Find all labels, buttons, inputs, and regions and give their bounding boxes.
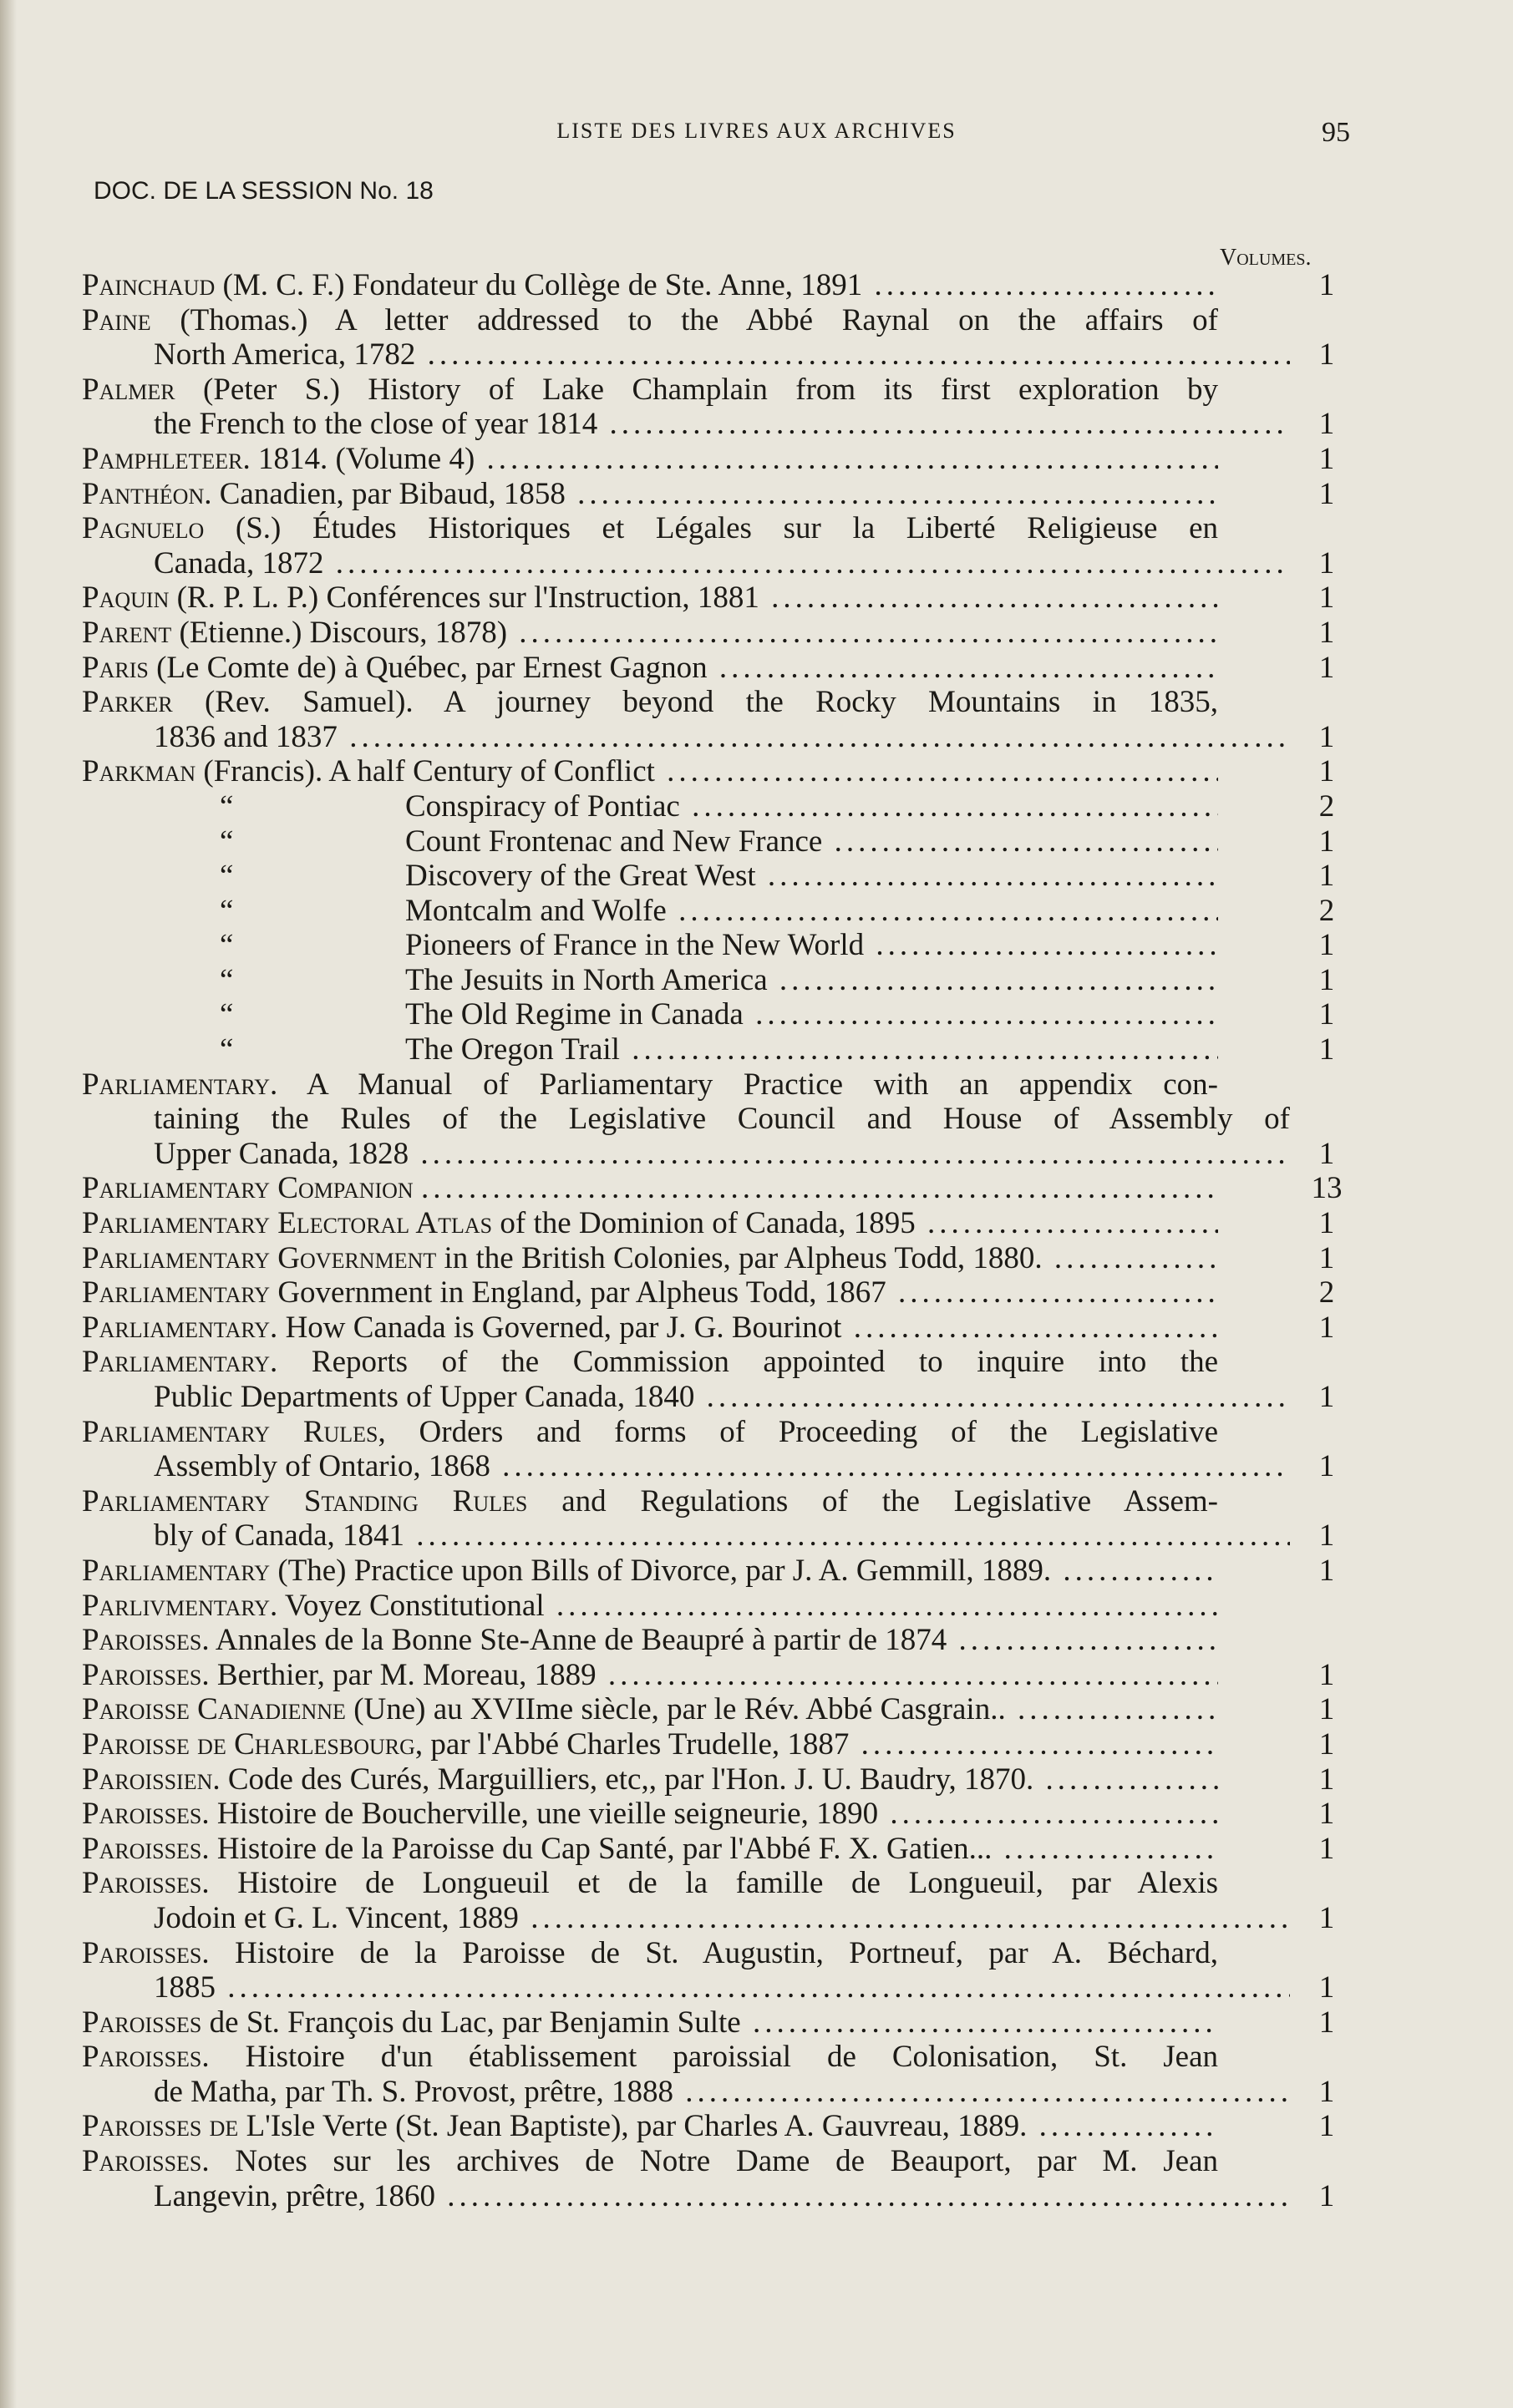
- catalogue-entry: [82, 1623, 1352, 1658]
- entry-text: A Manual of Parliamentary Practice with an appendix con-: [307, 1067, 1218, 1102]
- entry-line: [82, 2144, 1218, 2179]
- catalogue-entry: [82, 1415, 1352, 1484]
- catalogue-entry: [82, 859, 1352, 894]
- entry-line: [82, 442, 1218, 477]
- entry-text: (Rev. Samuel). A journey beyond the Rocky Mountains in 1835,: [205, 685, 1218, 720]
- entry-heading: Panthéon.: [82, 476, 212, 511]
- entry-heading: Painchaud: [82, 268, 216, 302]
- entry-heading: Parliamentary: [82, 1275, 271, 1310]
- entry-heading: Paquin: [82, 580, 170, 616]
- volume-count: 2: [1318, 893, 1335, 928]
- entry-text: (R. P. L. P.) Conférences sur l'Instruction, 1881 .....: [177, 580, 1218, 615]
- entry-text: (Peter S.) History of Lake Champlain from its first exploration by: [203, 372, 1218, 407]
- entry-text: (Le Comte de) à Québec, par Ernest Gagnon .....: [156, 651, 1218, 685]
- entry-line: [82, 1866, 1218, 1901]
- volume-count: 1: [1318, 754, 1335, 789]
- entry-line: [82, 1067, 1218, 1103]
- entry-line: [82, 1658, 1218, 1693]
- volume-count: 1: [1318, 719, 1335, 754]
- volume-count: 1: [1318, 928, 1335, 963]
- ditto-mark: “: [220, 962, 234, 997]
- volume-count: 1: [1318, 962, 1335, 997]
- catalogue-entry: [82, 1032, 1352, 1067]
- ditto-mark: “: [220, 788, 234, 824]
- entry-line: [82, 997, 1218, 1032]
- volume-count: 1: [1318, 1726, 1335, 1762]
- entry-line: [82, 1623, 1218, 1658]
- entry-line: [82, 477, 1218, 512]
- entry-line: [82, 894, 1218, 929]
- entry-line: [82, 616, 1218, 651]
- catalogue-entry: [82, 894, 1352, 929]
- catalogue-entry: [82, 2040, 1352, 2109]
- entry-text: Upper Canada, 1828 .....: [154, 1137, 1290, 1171]
- entry-heading: Pagnuelo: [82, 511, 205, 546]
- catalogue-entry: [82, 2109, 1352, 2144]
- entry-text: the French to the close of year 1814 .....: [154, 407, 1290, 441]
- entry-text: Histoire d'un établissement paroissial de Colonisation, St. Jean: [245, 2040, 1218, 2075]
- entry-text: Canadien, par Bibaud, 1858 .....: [220, 477, 1218, 511]
- entry-text: of the Dominion of Canada, 1895 .....: [500, 1206, 1218, 1240]
- entry-line: [82, 546, 1290, 581]
- volume-count: 1: [1318, 997, 1335, 1032]
- catalogue-entry: [82, 1692, 1352, 1727]
- entry-line: [82, 859, 1218, 894]
- catalogue-entry: [82, 685, 1352, 754]
- entry-heading: Paroisses.: [82, 1866, 210, 1901]
- volume-count: 1: [1318, 1206, 1335, 1241]
- catalogue-entry: [82, 997, 1352, 1032]
- entry-line: [82, 1345, 1218, 1380]
- entry-line: [82, 2075, 1290, 2110]
- entry-heading: Paroisses.: [82, 2144, 210, 2179]
- entry-line: [82, 268, 1218, 303]
- entry-text: Count Frontenac and New France .....: [405, 824, 1218, 859]
- catalogue-entry: [82, 1484, 1352, 1554]
- entry-line: [82, 2109, 1218, 2144]
- catalogue-entry: [82, 1206, 1352, 1241]
- volume-count: 1: [1318, 268, 1335, 302]
- entry-line: [82, 928, 1218, 963]
- entry-text: de St. François du Lac, par Benjamin Sulte .....: [210, 2005, 1218, 2040]
- catalogue-entry: [82, 1554, 1352, 1589]
- entry-line: [82, 1137, 1290, 1172]
- entry-text: Pioneers of France in the New World .....: [405, 928, 1218, 962]
- catalogue-entry: [82, 1727, 1352, 1762]
- catalogue-entry: [82, 511, 1352, 580]
- volume-count: 1: [1318, 1900, 1335, 1935]
- entry-heading: Paroisses.: [82, 2040, 210, 2075]
- entry-heading: Parkman: [82, 754, 196, 789]
- entry-line: [82, 651, 1218, 686]
- volume-count: 1: [1318, 580, 1335, 616]
- ditto-mark: “: [220, 1032, 234, 1067]
- entry-line: [82, 1241, 1218, 1276]
- entry-text: Discovery of the Great West .....: [405, 859, 1218, 893]
- volume-count: 1: [1318, 1518, 1335, 1554]
- entry-line: [82, 1797, 1218, 1832]
- catalogue-entry: [82, 754, 1352, 789]
- entry-text: Notes sur les archives de Notre Dame de Beauport, par M. Jean: [235, 2144, 1218, 2179]
- entry-line: [82, 303, 1218, 338]
- entry-line: [82, 2179, 1290, 2214]
- entry-text: 1885 .....: [154, 1970, 1290, 2005]
- entry-text: (Etienne.) Discours, 1878) .....: [180, 616, 1219, 650]
- entry-text: (M. C. F.) Fondateur du Collège de Ste. Anne, 1891 .....: [223, 268, 1219, 302]
- entry-line: [82, 1102, 1290, 1137]
- volume-count: 1: [1318, 1240, 1335, 1275]
- volume-count: 1: [1318, 1762, 1335, 1797]
- entry-text: Voyez Constitutional .....: [285, 1589, 1218, 1623]
- volume-count: [1302, 1623, 1352, 1658]
- entry-line: [82, 1380, 1290, 1415]
- catalogue-entry: [82, 1171, 1352, 1206]
- catalogue-entry: [82, 651, 1352, 686]
- volume-count: 1: [1318, 337, 1335, 373]
- volume-count: 1: [1318, 859, 1335, 894]
- catalogue-entry: [82, 2144, 1352, 2213]
- catalogue-entry: [82, 303, 1352, 373]
- entry-heading: Paroisses.: [82, 1623, 210, 1658]
- volume-count: 1: [1318, 2074, 1335, 2109]
- entry-line: [82, 1032, 1218, 1067]
- catalogue-entry: [82, 1762, 1352, 1797]
- catalogue-entry: [82, 928, 1352, 963]
- entry-line: [82, 1484, 1218, 1519]
- volumes-column-heading: Volumes.: [1220, 245, 1312, 271]
- entry-line: [82, 511, 1218, 546]
- entry-text: Histoire de Boucherville, une vieille seigneurie, 1890 .....: [217, 1797, 1218, 1831]
- entry-heading: Paris: [82, 650, 149, 685]
- catalogue-entry: [82, 1832, 1352, 1867]
- entry-text: Orders and forms of Proceeding of the Legislative: [419, 1414, 1218, 1449]
- entry-text: Berthier, par M. Moreau, 1889 .....: [217, 1658, 1218, 1692]
- entry-heading: Parliamentary Rules,: [82, 1414, 386, 1449]
- entry-line: [82, 1936, 1218, 1971]
- entry-heading: Parker: [82, 685, 173, 720]
- entry-text: taining the Rules of the Legislative Council and House of Assembly of: [154, 1102, 1290, 1137]
- volume-count: 2: [1318, 788, 1335, 824]
- entry-text: Annales de la Bonne Ste-Anne de Beaupré à partir de 1874 .....: [216, 1623, 1218, 1657]
- entry-heading: Paroisses.: [82, 1935, 210, 1970]
- entry-text: (The) Practice upon Bills of Divorce, par J. A. Gemmill, 1889. .....: [277, 1554, 1218, 1588]
- entry-line: [82, 373, 1218, 408]
- entry-line: [82, 824, 1218, 859]
- entry-heading: Paroisse Canadienne: [82, 1692, 346, 1727]
- entry-heading: Parliamentary.: [82, 1067, 278, 1102]
- volume-count: 1: [1318, 1970, 1335, 2005]
- entry-line: [82, 1275, 1218, 1310]
- entry-text: par l'Abbé Charles Trudelle, 1887 .....: [430, 1727, 1218, 1762]
- entry-line: [82, 1171, 1218, 1206]
- catalogue-entry: [82, 1866, 1352, 1935]
- entry-heading: Palmer: [82, 372, 175, 407]
- page-edge-shadow: [0, 0, 17, 2408]
- volume-count: 1: [1318, 1449, 1335, 1484]
- catalogue-entry: [82, 824, 1352, 859]
- entry-heading: Parliamentary Companion: [82, 1171, 414, 1206]
- catalogue-entry: [82, 1589, 1352, 1624]
- entry-heading: Pamphleteer.: [82, 441, 251, 476]
- entry-heading: Parliamentary Electoral Atlas: [82, 1206, 493, 1241]
- entry-text: (S.) Études Historiques et Légales sur la Liberté Religieuse en: [235, 511, 1218, 546]
- entry-line: [82, 1310, 1218, 1346]
- ditto-mark: “: [220, 824, 234, 859]
- catalogue-entry: [82, 477, 1352, 512]
- entry-line: [82, 1449, 1290, 1484]
- entry-heading: Paroisses.: [82, 1657, 210, 1692]
- entry-text: The Oregon Trail .....: [405, 1032, 1218, 1067]
- entry-heading: Paroisse de Charlesbourg,: [82, 1726, 424, 1762]
- catalogue-entry: [82, 1797, 1352, 1832]
- entry-line: [82, 1589, 1218, 1624]
- volume-count: 1: [1318, 650, 1335, 685]
- entry-text: Histoire de la Paroisse de St. Augustin, Portneuf, par A. Béchard,: [235, 1935, 1218, 1970]
- volume-count: 1: [1318, 615, 1335, 650]
- entry-line: [82, 1727, 1218, 1762]
- ditto-mark: “: [220, 893, 234, 928]
- catalogue-entry: [82, 1658, 1352, 1693]
- entry-heading: Parent: [82, 615, 172, 650]
- entry-line: [82, 789, 1218, 824]
- catalogue-entry: [82, 268, 1352, 303]
- entry-text: Government in England, par Alpheus Todd, 1867 .....: [277, 1275, 1218, 1310]
- entry-text: Histoire de Longueuil et de la famille de Longueuil, par Alexis: [237, 1866, 1218, 1901]
- catalogue-entry: [82, 373, 1352, 442]
- volume-count: [1302, 1589, 1352, 1624]
- volume-count: 1: [1318, 1692, 1335, 1727]
- catalogue-entry: [82, 1067, 1352, 1172]
- entry-heading: Paroissien.: [82, 1762, 221, 1797]
- volume-count: 1: [1318, 1831, 1335, 1866]
- entry-text: 1836 and 1837 .....: [154, 720, 1290, 754]
- volume-count: 1: [1318, 2178, 1335, 2213]
- entry-text: de Matha, par Th. S. Provost, prêtre, 1888 .....: [154, 2075, 1290, 2109]
- ditto-mark: “: [220, 928, 234, 963]
- entry-heading: Parliamentary.: [82, 1310, 278, 1345]
- entry-heading: Parliamentary Government: [82, 1240, 437, 1275]
- entry-line: [82, 1692, 1218, 1727]
- entry-line: [82, 1206, 1218, 1241]
- catalogue-entry: [82, 1310, 1352, 1346]
- catalogue-entry: [82, 2005, 1352, 2040]
- entry-heading: Paroisses.: [82, 1797, 210, 1832]
- entry-text: Canada, 1872 .....: [154, 546, 1290, 580]
- entry-heading: Parliamentary: [82, 1553, 271, 1588]
- entry-text: Montcalm and Wolfe .....: [405, 894, 1218, 928]
- catalogue-entry: [82, 1936, 1352, 2005]
- entry-text: Code des Curés, Marguilliers, etc,, par l'Hon. J. U. Baudry, 1870. .....: [228, 1762, 1218, 1797]
- entry-heading: Paroisses.: [82, 1831, 210, 1866]
- entry-text: Jodoin et G. L. Vincent, 1889 .....: [154, 1901, 1290, 1935]
- ditto-mark: “: [220, 859, 234, 894]
- entry-line: [82, 337, 1290, 373]
- volume-count: 1: [1318, 1797, 1335, 1832]
- entry-line: [82, 754, 1218, 789]
- volume-count: 1: [1318, 1136, 1335, 1171]
- entry-text: The Old Regime in Canada .....: [405, 997, 1218, 1032]
- volume-count: 1: [1318, 1657, 1335, 1692]
- entry-line: [82, 1832, 1218, 1867]
- entry-text: Histoire de la Paroisse du Cap Santé, par l'Abbé F. X. Gatien... .....: [217, 1832, 1218, 1866]
- entry-text: Langevin, prêtre, 1860 .....: [154, 2179, 1290, 2213]
- catalogue-entry: [82, 963, 1352, 998]
- catalogue-entry: [82, 1241, 1352, 1276]
- entry-heading: Paine: [82, 302, 151, 337]
- entry-line: [82, 1762, 1218, 1797]
- page-number: 95: [1322, 117, 1350, 148]
- entry-text: in the British Colonies, par Alpheus Todd, 1880. .....: [444, 1241, 1218, 1275]
- volume-count: 1: [1318, 824, 1335, 859]
- volume-count: 1: [1318, 1310, 1335, 1345]
- entry-text: The Jesuits in North America .....: [405, 963, 1218, 997]
- entry-line: [82, 2005, 1218, 2040]
- entry-heading: Parlivmentary.: [82, 1588, 278, 1623]
- volume-count: 1: [1318, 441, 1335, 476]
- entry-text: Assembly of Ontario, 1868 .....: [154, 1449, 1290, 1483]
- entry-text: and Regulations of the Legislative Assem-: [561, 1483, 1218, 1518]
- entry-line: [82, 1518, 1290, 1554]
- volume-count: 1: [1318, 1032, 1335, 1067]
- entry-text: North America, 1782 .....: [154, 337, 1290, 372]
- volume-count: 13: [1311, 1171, 1343, 1206]
- volume-count: 1: [1318, 1380, 1335, 1414]
- catalogue-entry: [82, 1345, 1352, 1414]
- volume-count: 2: [1318, 1275, 1335, 1310]
- entry-text: L'Isle Verte (St. Jean Baptiste), par Charles A. Gauvreau, 1889. .....: [246, 2109, 1218, 2143]
- volume-count: 1: [1318, 545, 1335, 580]
- entry-text: 1814. (Volume 4) .....: [258, 442, 1218, 476]
- entry-line: [82, 1554, 1218, 1589]
- entry-heading: Paroisses de: [82, 2109, 239, 2144]
- entry-text: Public Departments of Upper Canada, 1840 .....: [154, 1380, 1290, 1414]
- running-title: LISTE DES LIVRES AUX ARCHIVES: [556, 119, 957, 143]
- entry-text: How Canada is Governed, par J. G. Bourinot .....: [286, 1310, 1218, 1345]
- entry-line: [82, 963, 1218, 998]
- entry-text: (Une) au XVIIme siècle, par le Rév. Abbé Casgrain.. .....: [353, 1692, 1218, 1726]
- ditto-mark: “: [220, 997, 234, 1032]
- entry-line: [82, 1970, 1290, 2005]
- volume-count: 1: [1318, 407, 1335, 442]
- volume-count: 1: [1318, 1553, 1335, 1588]
- entry-line: [82, 1415, 1218, 1450]
- entry-text: bly of Canada, 1841 .....: [154, 1518, 1290, 1553]
- catalogue-entry: [82, 580, 1352, 616]
- catalogue-entry: [82, 789, 1352, 824]
- entry-text: Conspiracy of Pontiac .....: [405, 789, 1218, 824]
- entry-heading: Parliamentary.: [82, 1345, 278, 1380]
- entry-text: [421, 1171, 1218, 1205]
- catalogue-entry: [82, 442, 1352, 477]
- entry-line: [82, 720, 1290, 755]
- session-label: DOC. DE LA SESSION No. 18: [94, 177, 434, 205]
- entry-text: (Francis). A half Century of Conflict .....: [203, 754, 1218, 788]
- catalogue-entry: [82, 1275, 1352, 1310]
- entry-line: [82, 580, 1218, 616]
- entry-text: Reports of the Commission appointed to inquire into the: [311, 1345, 1218, 1380]
- catalogue-entry: [82, 616, 1352, 651]
- entry-heading: Paroisses: [82, 2005, 202, 2040]
- entry-text: (Thomas.) A letter addressed to the Abbé Raynal on the affairs of: [180, 302, 1218, 337]
- entry-line: [82, 2040, 1218, 2075]
- catalogue-entries: [82, 268, 1352, 2213]
- entry-line: [82, 407, 1290, 442]
- volume-count: 1: [1318, 476, 1335, 511]
- volume-count: 1: [1318, 2109, 1335, 2144]
- entry-heading: Parliamentary Standing Rules: [82, 1483, 528, 1518]
- entry-line: [82, 685, 1218, 720]
- entry-line: [82, 1901, 1290, 1936]
- volume-count: 1: [1318, 2005, 1335, 2040]
